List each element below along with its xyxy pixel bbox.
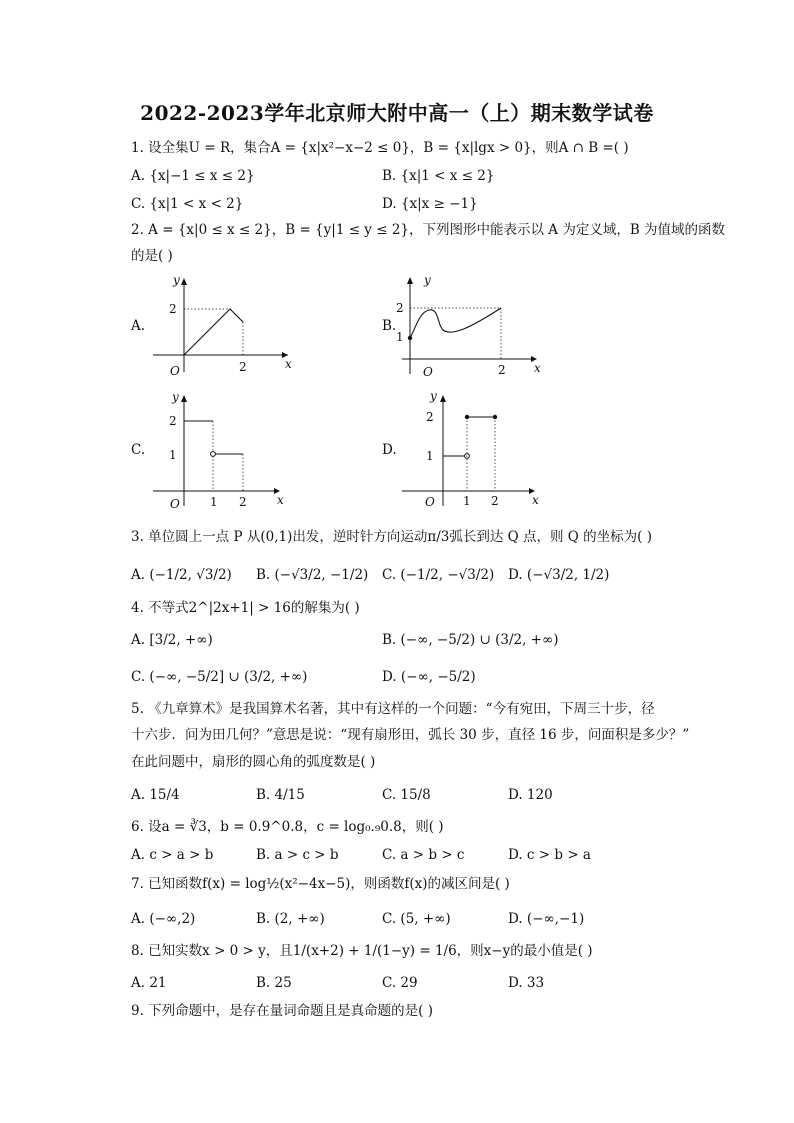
q3-option-c: C. (−1/2, −√3/2)	[382, 567, 495, 583]
x-axis-label: x	[534, 361, 541, 375]
x-tick-2: 2	[498, 363, 506, 377]
origin-label: O	[425, 495, 435, 509]
q4-option-b: B. (−∞, −5/2) ∪ (3/2, +∞)	[382, 632, 559, 648]
y-tick-2: 2	[426, 410, 434, 424]
q4-option-d: D. (−∞, −5/2)	[382, 669, 476, 685]
q1-option-b: B. {x|1 < x ≤ 2}	[382, 168, 495, 184]
origin-label: O	[170, 497, 180, 511]
q8-option-c: C. 29	[382, 975, 418, 991]
y-axis-arrow	[181, 395, 187, 402]
q5-option-b: B. 4/15	[256, 787, 305, 803]
y-axis-label: y	[424, 273, 431, 287]
question-5-text-line1: 5. 《九章算术》是我国算术名著，其中有这样的一个问题：“今有宛田，下周三十步，径	[131, 701, 655, 717]
page-title: 2022-2023学年北京师大附中高一（上）期末数学试卷	[140, 101, 654, 125]
q2-option-a-label: A.	[131, 318, 146, 334]
x-tick-1: 1	[210, 495, 218, 509]
q6-option-a: A. c > a > b	[131, 847, 214, 863]
x-axis-label: x	[285, 357, 292, 371]
open-point	[211, 452, 216, 457]
q3-option-b: B. (−√3/2, −1/2)	[256, 567, 369, 583]
x-axis-label: x	[532, 493, 539, 507]
question-4-text: 4. 不等式2^|2x+1| > 16的解集为( )	[131, 600, 360, 616]
q2-graph-a	[148, 272, 298, 382]
q6-option-d: D. c > b > a	[508, 847, 591, 863]
q5-option-c: C. 15/8	[382, 787, 431, 803]
q1-option-d: D. {x|x ≥ −1}	[382, 196, 478, 212]
question-5-text-line2: 十六步．问为田几何？”意思是说：“现有扇形田，弧长 30 步，直径 16 步，问面积是多少？”	[131, 727, 690, 743]
q5-option-d: D. 120	[508, 787, 553, 803]
q7-option-d: D. (−∞,−1)	[508, 911, 585, 927]
x-tick-1: 1	[463, 494, 471, 508]
x-tick-2: 2	[239, 360, 247, 374]
q7-option-c: C. (5, +∞)	[382, 911, 451, 927]
y-tick-1: 1	[169, 448, 177, 462]
q8-option-b: B. 25	[256, 975, 292, 991]
q2-graph-d	[397, 388, 547, 513]
x-tick-2: 2	[491, 494, 499, 508]
question-2-text-line1: 2. A = {x|0 ≤ x ≤ 2}，B = {y|1 ≤ y ≤ 2}，下列图形中能表示以 A 为定义域，B 为值域的函数	[131, 222, 726, 238]
y-axis-label: y	[172, 390, 179, 404]
y-tick-2: 2	[169, 414, 177, 428]
y-axis-arrow	[440, 395, 446, 402]
y-tick-1: 1	[426, 449, 434, 463]
q8-option-d: D. 33	[508, 975, 545, 991]
q6-option-b: B. a > c > b	[256, 847, 339, 863]
q2-option-d-label: D.	[382, 442, 397, 458]
function-curve	[184, 309, 243, 355]
function-curve	[410, 308, 501, 338]
q4-option-a: A. [3/2, +∞)	[131, 632, 213, 648]
x-tick-2: 2	[239, 495, 247, 509]
origin-label: O	[423, 365, 433, 379]
question-8-text: 8. 已知实数x > 0 > y，且1/(x+2) + 1/(1−y) = 1/6，则x−y的最小值是( )	[131, 943, 593, 959]
q7-option-b: B. (2, +∞)	[256, 911, 325, 927]
y-axis-arrow	[407, 277, 413, 284]
y-tick-2: 2	[396, 301, 404, 315]
question-5-text-line3: 在此问题中，扇形的圆心角的弧度数是( )	[131, 754, 376, 770]
q3-option-a: A. (−1/2, √3/2)	[131, 567, 232, 583]
q4-option-c: C. (−∞, −5/2] ∪ (3/2, +∞)	[131, 669, 308, 685]
question-9-text: 9. 下列命题中，是存在量词命题且是真命题的是( )	[131, 1003, 433, 1019]
y-tick-2: 2	[169, 302, 177, 316]
q7-option-a: A. (−∞,2)	[131, 911, 196, 927]
q8-option-a: A. 21	[131, 975, 167, 991]
y-tick-1: 1	[396, 330, 404, 344]
y-axis-arrow	[181, 278, 187, 285]
origin-label: O	[170, 364, 180, 378]
q1-option-c: C. {x|1 < x < 2}	[131, 196, 244, 212]
q2-graph-c	[148, 388, 298, 513]
question-6-text: 6. 设a = ∛3，b = 0.9^0.8，c = log₀.₉0.8，则( )	[131, 819, 444, 835]
question-2-text-line2: 的是( )	[131, 248, 173, 264]
question-7-text: 7. 已知函数f(x) = log½(x²−4x−5)，则函数f(x)的减区间是( )	[131, 876, 510, 892]
q2-option-c-label: C.	[131, 442, 146, 458]
q6-option-c: C. a > b > c	[382, 847, 465, 863]
question-1-text: 1. 设全集U = R，集合A = {x|x²−x−2 ≤ 0}，B = {x|lgx > 0}，则A ∩ B =( )	[131, 140, 629, 156]
q1-option-a: A. {x|−1 ≤ x ≤ 2}	[131, 168, 255, 184]
y-axis-label: y	[173, 273, 180, 287]
x-axis-label: x	[277, 493, 284, 507]
closed-point	[408, 336, 412, 340]
q3-option-d: D. (−√3/2, 1/2)	[508, 567, 610, 583]
q2-graph-b	[397, 272, 547, 382]
q5-option-a: A. 15/4	[131, 787, 180, 803]
q2-option-b-label: B.	[382, 318, 397, 334]
y-axis-label: y	[430, 389, 437, 403]
question-3-text: 3. 单位圆上一点 P 从(0,1)出发，逆时针方向运动π/3弧长到达 Q 点，则 Q 的坐标为( )	[131, 529, 652, 545]
